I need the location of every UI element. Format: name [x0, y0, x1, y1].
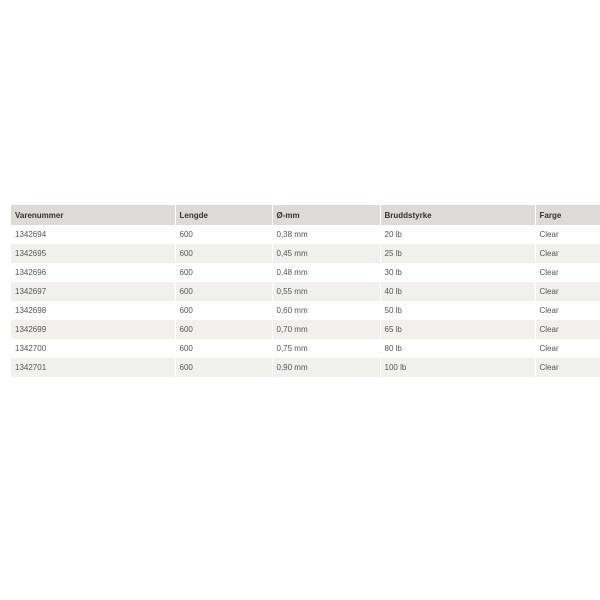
cell-farge: Clear [539, 344, 559, 353]
cell-bruddstyrke: 65 lb [380, 320, 535, 339]
cell-farge: Clear [535, 320, 600, 339]
cell-varenummer: 1342701 [11, 358, 175, 377]
column-header-diameter: Ø-mm [272, 205, 380, 225]
cell-diameter: 0,75 mm [272, 339, 380, 358]
cell-farge: Clear [539, 268, 559, 277]
cell-farge: Clear [535, 358, 600, 377]
cell-bruddstyrke: 20 lb [380, 225, 535, 244]
product-spec-table-container [11, 205, 600, 377]
cell-diameter: 0,38 mm [272, 225, 380, 244]
cell-varenummer: 1342694 [11, 225, 175, 244]
cell-bruddstyrke: 30 lb [380, 263, 535, 282]
cell-farge: Clear [539, 306, 559, 315]
cell-varenummer: 1342700 [11, 339, 175, 358]
table-row [11, 225, 600, 244]
cell-bruddstyrke: 40 lb [380, 282, 535, 301]
cell-diameter: 0,70 mm [272, 320, 380, 339]
table-row [11, 301, 600, 320]
table-row [11, 339, 600, 358]
product-spec-table [11, 205, 600, 377]
cell-farge: Clear [535, 244, 600, 263]
cell-diameter: 0,90 mm [272, 358, 380, 377]
table-row [11, 263, 600, 282]
cell-lengde: 600 [175, 244, 272, 263]
cell-lengde: 600 [175, 282, 272, 301]
column-header-varenummer: Varenummer [11, 205, 175, 225]
cell-lengde: 600 [175, 320, 272, 339]
cell-lengde: 600 [175, 225, 272, 244]
cell-varenummer: 1342696 [11, 263, 175, 282]
cell-farge: Clear [535, 282, 600, 301]
table-header-row [11, 205, 600, 225]
table-row [11, 320, 600, 339]
column-header-farge: Farge [535, 205, 600, 225]
cell-diameter: 0,45 mm [272, 244, 380, 263]
cell-bruddstyrke: 25 lb [380, 244, 535, 263]
cell-farge: Clear [539, 230, 559, 239]
cell-varenummer: 1342699 [11, 320, 175, 339]
cell-diameter: 0,48 mm [272, 263, 380, 282]
cell-diameter: 0,55 mm [272, 282, 380, 301]
cell-bruddstyrke: 80 lb [380, 339, 535, 358]
cell-varenummer: 1342698 [11, 301, 175, 320]
cell-bruddstyrke: 50 lb [380, 301, 535, 320]
cell-lengde: 600 [175, 358, 272, 377]
cell-bruddstyrke: 100 lb [380, 358, 535, 377]
cell-varenummer: 1342695 [11, 244, 175, 263]
table-row [11, 244, 600, 263]
table-row [11, 282, 600, 301]
cell-varenummer: 1342697 [11, 282, 175, 301]
column-header-lengde: Lengde [175, 205, 272, 225]
column-header-bruddstyrke: Bruddstyrke [380, 205, 535, 225]
cell-lengde: 600 [175, 301, 272, 320]
table-row [11, 358, 600, 377]
cell-lengde: 600 [175, 339, 272, 358]
cell-lengde: 600 [175, 263, 272, 282]
cell-diameter: 0,60 mm [272, 301, 380, 320]
